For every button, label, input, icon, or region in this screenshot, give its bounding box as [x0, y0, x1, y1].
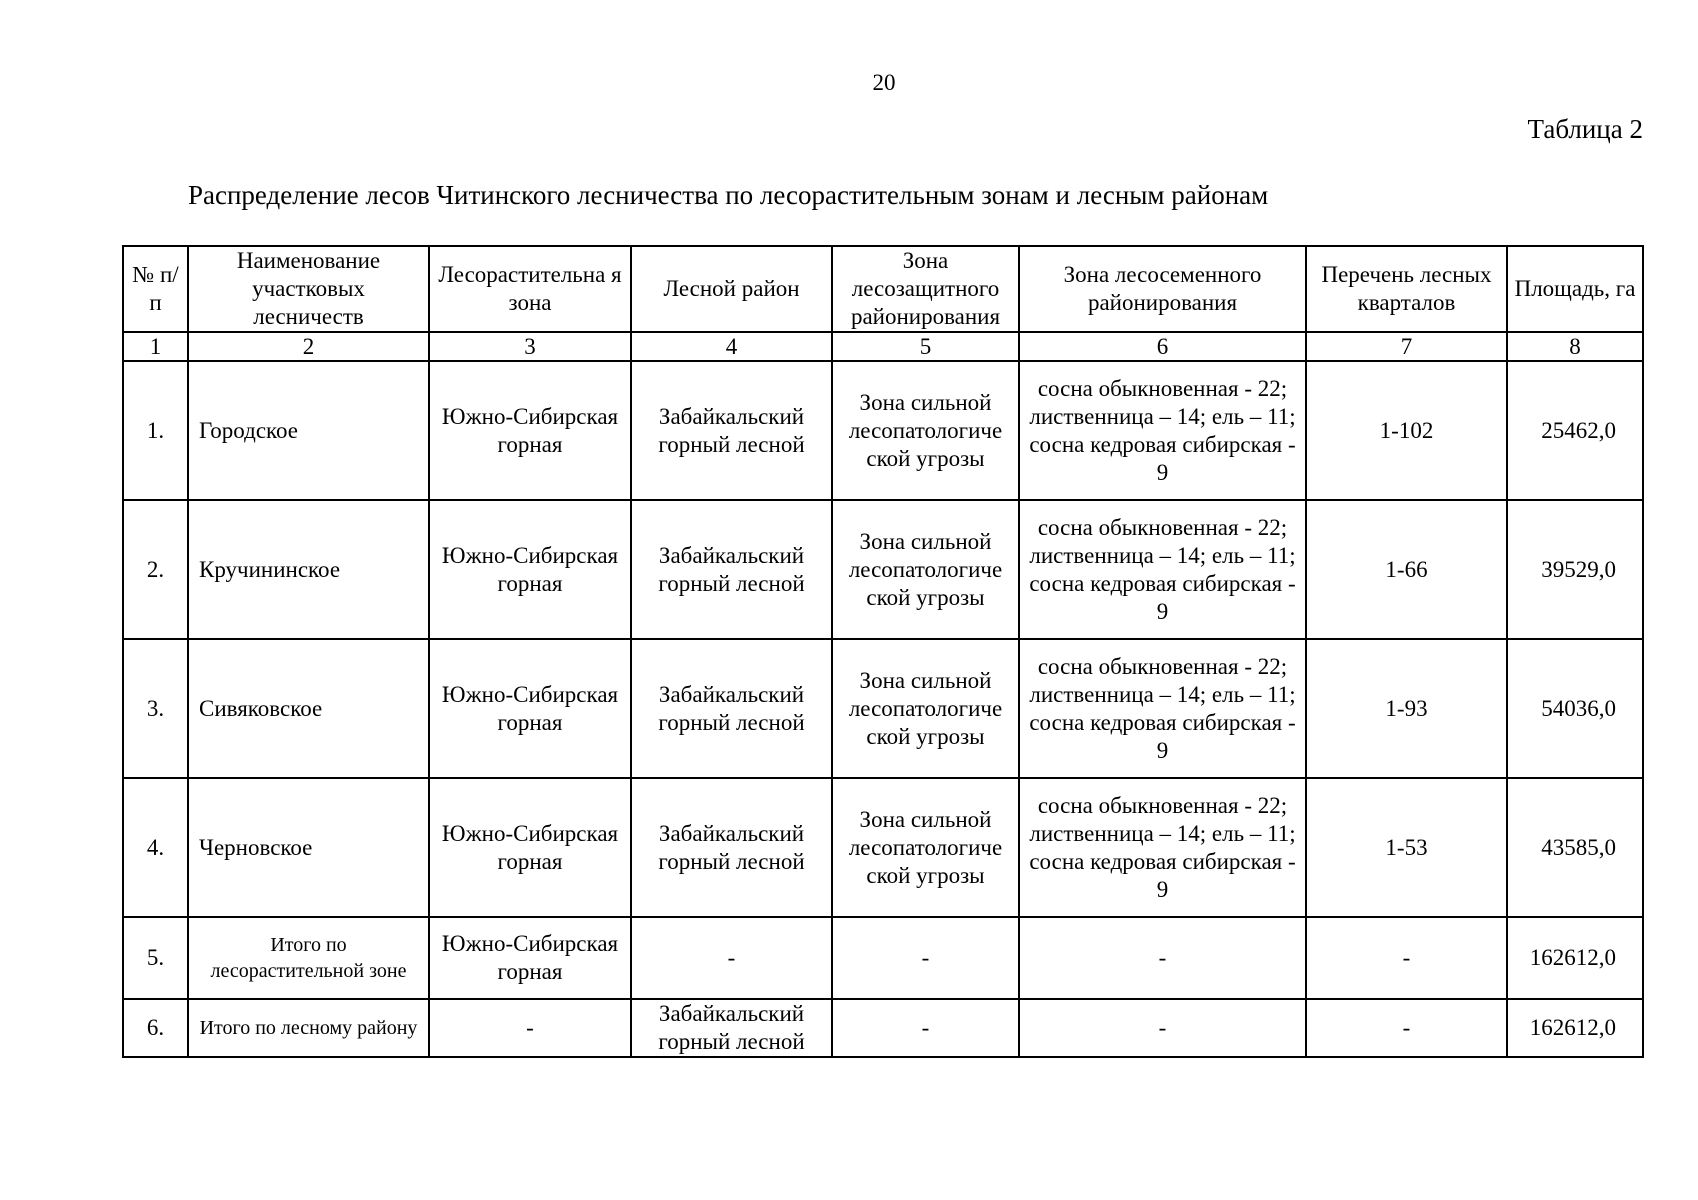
row-number: 6.	[123, 999, 188, 1057]
forest-district: Забайкальский горный лесной	[631, 999, 832, 1057]
table-row	[123, 500, 1643, 639]
table-row	[123, 778, 1643, 917]
column-number: 6	[1019, 332, 1306, 361]
forest-quarters: 1-53	[1306, 778, 1507, 917]
column-number: 3	[429, 332, 631, 361]
forest-zone: Южно-Сибирская горная	[429, 500, 631, 639]
forest-district: Забайкальский горный лесной	[631, 500, 832, 639]
forest-zone: Южно-Сибирская горная	[429, 917, 631, 999]
row-number: 1.	[123, 361, 188, 500]
seed-zone: -	[1019, 917, 1306, 999]
column-number: 5	[832, 332, 1019, 361]
protection-zone: Зона сильной лесопатологиче ской угрозы	[832, 778, 1019, 917]
header-row	[123, 246, 1643, 332]
column-header-seed: Зона лесосеменного районирования	[1019, 246, 1306, 332]
forest-distribution-table	[122, 245, 1644, 1058]
protection-zone: -	[832, 999, 1019, 1057]
column-number: 4	[631, 332, 832, 361]
area-value: 54036,0	[1507, 639, 1643, 778]
forest-district: Забайкальский горный лесной	[631, 778, 832, 917]
table-row	[123, 361, 1643, 500]
seed-zone: сосна обыкновенная - 22; лиственница – 14; ель – 11; сосна кедровая сибирская - 9	[1019, 361, 1306, 500]
area-value: 162612,0	[1507, 999, 1643, 1057]
forest-district: Забайкальский горный лесной	[631, 639, 832, 778]
document-title: Распределение лесов Читинского лесничества по лесорастительным зонам и лесным районам	[188, 180, 1269, 210]
forest-district: Забайкальский горный лесной	[631, 361, 832, 500]
column-number: 2	[188, 332, 429, 361]
seed-zone: -	[1019, 999, 1306, 1057]
forest-zone: Южно-Сибирская горная	[429, 778, 631, 917]
forest-zone: Южно-Сибирская горная	[429, 639, 631, 778]
forestry-name: Городское	[188, 361, 429, 500]
table-row	[123, 639, 1643, 778]
total-label: Итого по лесному району	[188, 999, 429, 1057]
area-value: 43585,0	[1507, 778, 1643, 917]
seed-zone: сосна обыкновенная - 22; лиственница – 14; ель – 11; сосна кедровая сибирская - 9	[1019, 639, 1306, 778]
column-number: 1	[123, 332, 188, 361]
forest-quarters: 1-66	[1306, 500, 1507, 639]
forest-district: -	[631, 917, 832, 999]
column-header-protection: Зона лесозащитного районирования	[832, 246, 1019, 332]
total-district-row	[123, 999, 1643, 1057]
column-header-quarters: Перечень лесных кварталов	[1306, 246, 1507, 332]
area-value: 162612,0	[1507, 917, 1643, 999]
row-number: 3.	[123, 639, 188, 778]
forest-quarters: -	[1306, 917, 1507, 999]
page-number: 20	[872, 70, 896, 95]
forest-quarters: 1-102	[1306, 361, 1507, 500]
protection-zone: Зона сильной лесопатологиче ской угрозы	[832, 361, 1019, 500]
seed-zone: сосна обыкновенная - 22; лиственница – 14; ель – 11; сосна кедровая сибирская - 9	[1019, 500, 1306, 639]
protection-zone: Зона сильной лесопатологиче ской угрозы	[832, 500, 1019, 639]
forestry-name: Черновское	[188, 778, 429, 917]
column-number-row	[123, 332, 1643, 361]
row-number: 2.	[123, 500, 188, 639]
total-zone-row	[123, 917, 1643, 999]
area-value: 25462,0	[1507, 361, 1643, 500]
forestry-name: Сивяковское	[188, 639, 429, 778]
column-header-area: Площадь, га	[1507, 246, 1643, 332]
column-header-district: Лесной район	[631, 246, 832, 332]
forest-zone: -	[429, 999, 631, 1057]
protection-zone: Зона сильной лесопатологиче ской угрозы	[832, 639, 1019, 778]
column-header-zone: Лесорастительна я зона	[429, 246, 631, 332]
forest-quarters: 1-93	[1306, 639, 1507, 778]
forest-quarters: -	[1306, 999, 1507, 1057]
column-number: 7	[1306, 332, 1507, 361]
protection-zone: -	[832, 917, 1019, 999]
column-header-number: № п/п	[123, 246, 188, 332]
area-value: 39529,0	[1507, 500, 1643, 639]
row-number: 5.	[123, 917, 188, 999]
forestry-name: Кручининское	[188, 500, 429, 639]
row-number: 4.	[123, 778, 188, 917]
total-label: Итого по лесорастительной зоне	[188, 917, 429, 999]
forest-zone: Южно-Сибирская горная	[429, 361, 631, 500]
column-header-name: Наименование участковых лесничеств	[188, 246, 429, 332]
seed-zone: сосна обыкновенная - 22; лиственница – 14; ель – 11; сосна кедровая сибирская - 9	[1019, 778, 1306, 917]
table-label: Таблица 2	[1527, 114, 1643, 144]
column-number: 8	[1507, 332, 1643, 361]
